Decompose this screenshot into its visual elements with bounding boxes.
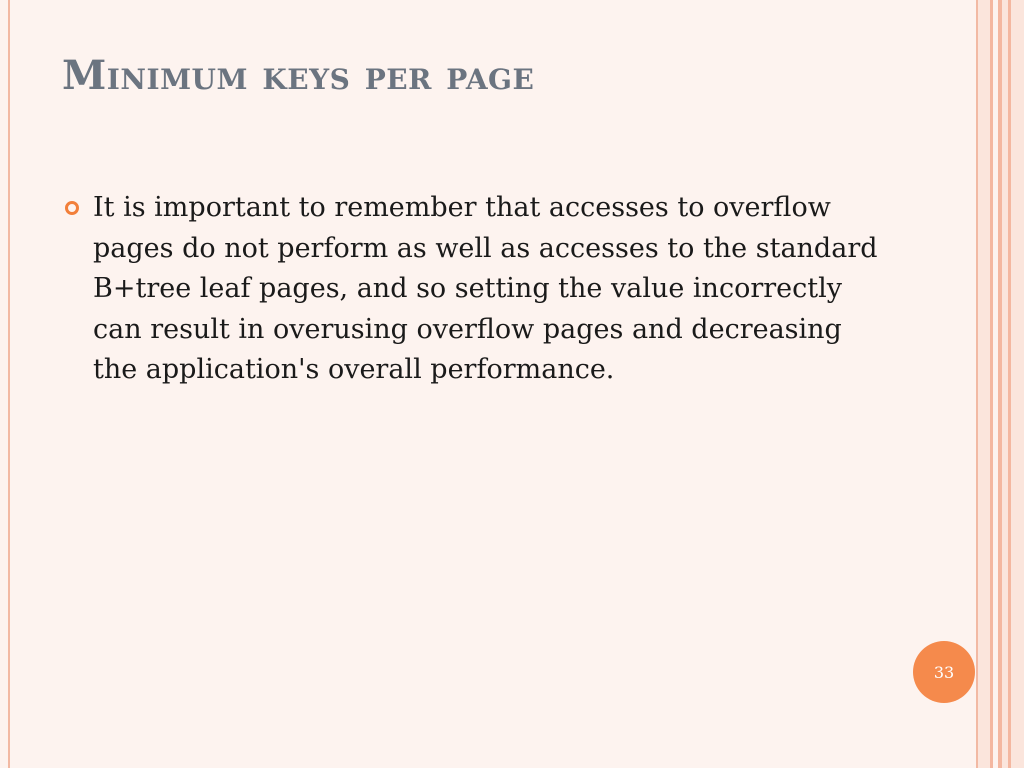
page-number: 33 (933, 662, 955, 682)
right-stripe (1011, 0, 1024, 768)
slide-title: Minimum keys per page (62, 52, 535, 99)
bullet-text: It is important to remember that accesses to overflow pages do not perform as well as accesses to the standard B+tree leaf pages, and so setting the value incorrectly can result in overusing overflow pages and decreasing the application's overall performance. (93, 192, 878, 386)
bullet-item (62, 188, 892, 391)
circle-bullet-icon (65, 201, 79, 215)
left-border-line (8, 0, 10, 768)
page-number-badge (913, 641, 975, 703)
right-stripe (978, 0, 990, 768)
bullet-list (62, 188, 892, 391)
